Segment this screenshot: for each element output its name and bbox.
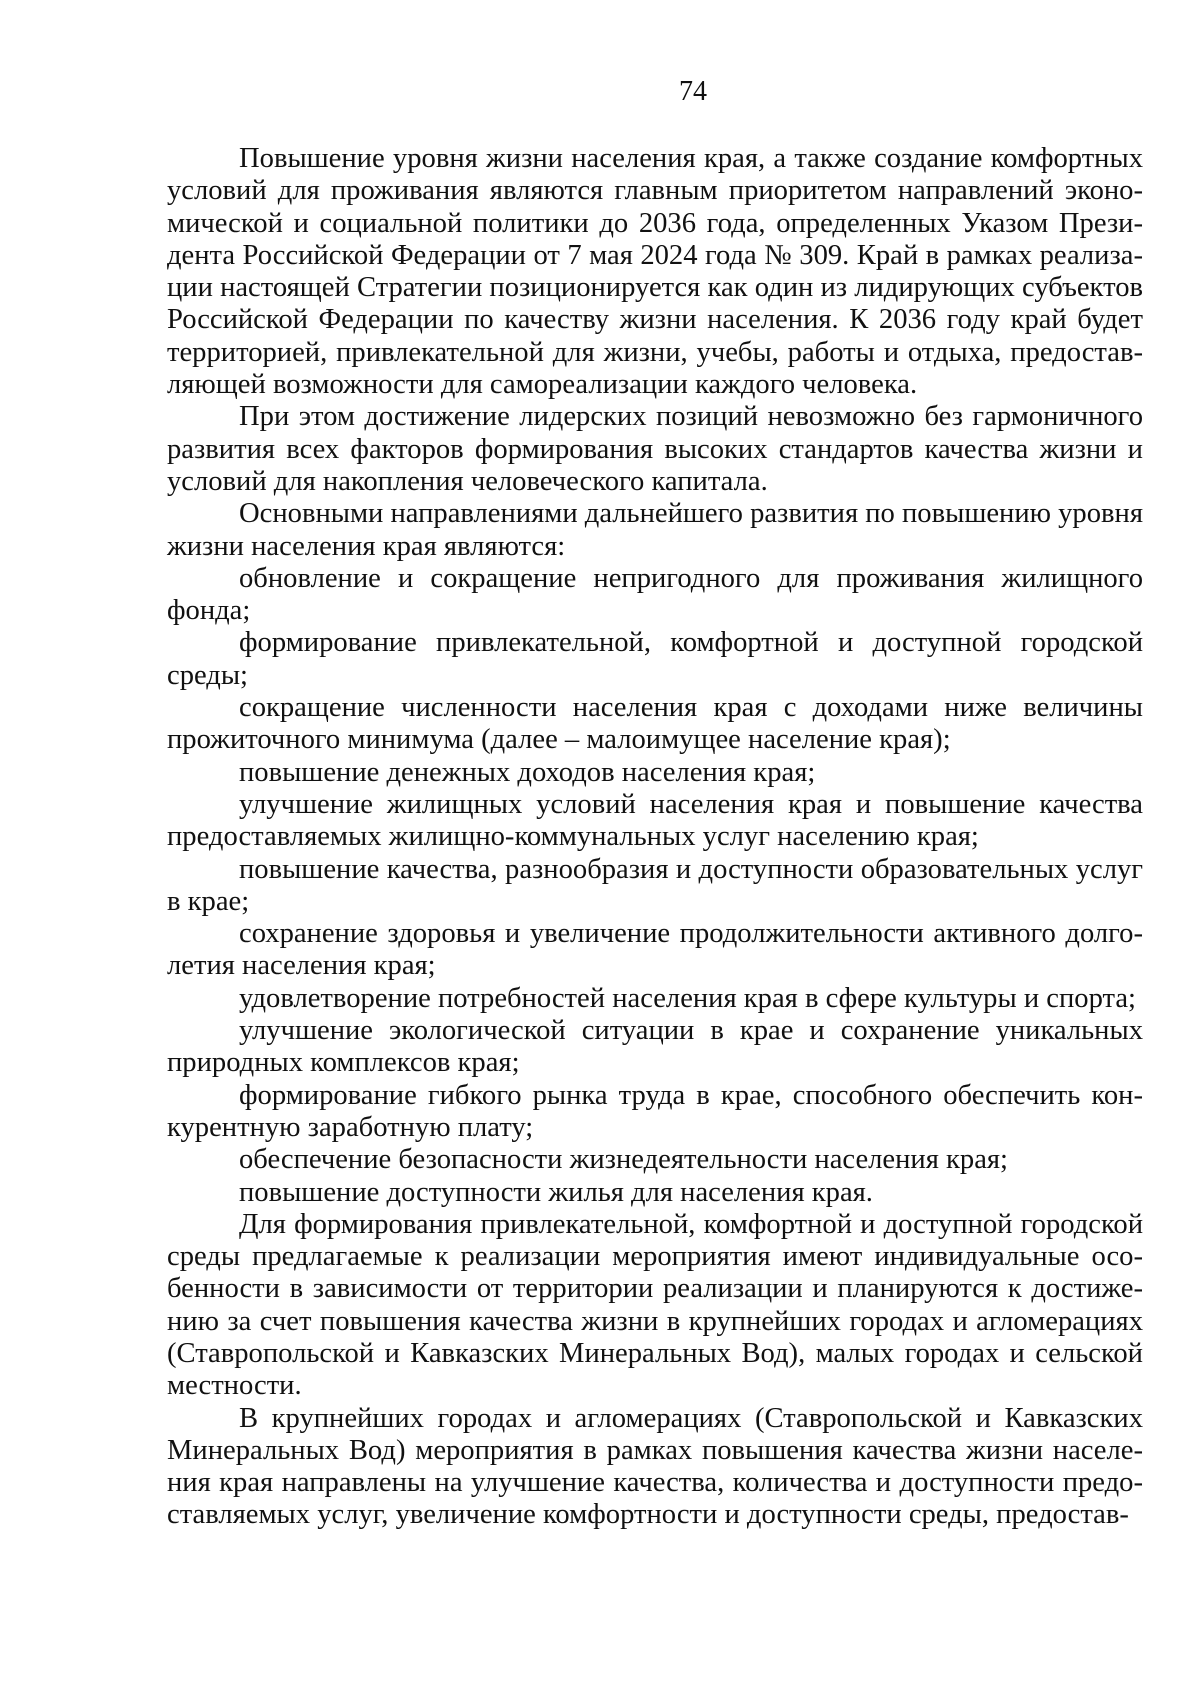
document-body — [167, 143, 1143, 1532]
page-number: 74 — [679, 76, 707, 107]
list-item-1: обновление и сокращение непригодного для проживания жилищного фонда; — [167, 562, 1143, 627]
paragraph-1: Повышение уровня жизни населения края, а также создание комфортных условий для проживания являются главным приоритетом направлений экономической и социальной политики до 2036 года, определенных Указом Президента Российской Федерации от 7 мая 2024 года № 309. Край в рамках реализации настоящей Стратегии позиционируется как один из лидирующих субъектов Российской Федерации по качеству жизни населения. К 2036 году край будет территорией, привлекательной для жизни, учебы, работы и отдыха, предоставляющей возможности для самореализации каждого человека. — [167, 143, 1143, 401]
list-item-6: повышение качества, разнообразия и доступности образовательных услуг в крае; — [167, 853, 1143, 917]
paragraph-3: Основными направлениями дальнейшего развития по повышению уровня жизни населения края являются: — [167, 498, 1143, 562]
paragraph-2: При этом достижение лидерских позиций невозможно без гармоничного развития всех факторов формирования высоких стандартов качества жизни и условий для накопления человеческого капитала. — [167, 401, 1143, 497]
list-item-3: сокращение численности населения края с доходами ниже величины прожиточного минимума (далее – малоимущее население края); — [167, 692, 1143, 756]
list-item-2: формирование привлекательной, комфортной и доступной городской среды; — [167, 627, 1143, 691]
list-item-11: обеспечение безопасности жизнедеятельности населения края; — [239, 1144, 1009, 1176]
list-item-5: улучшение жилищных условий населения края и повышение качества предоставляемых жилищно-коммунальных услуг населению края; — [167, 788, 1143, 853]
list-item-9: улучшение экологической ситуации в крае и сохранение уникальных природных комплексов края; — [167, 1015, 1143, 1079]
paragraph-5: В крупнейших городах и агломерациях (Ставропольской и Кавказских Минеральных Вод) мероприятия в рамках повышения качества жизни населения края направлены на улучшение качества, количества и доступности предоставляемых услуг, увеличение комфортности и доступности среды, предостав- — [167, 1402, 1143, 1531]
paragraph-4: Для формирования привлекательной, комфортной и доступной городской среды предлагаемые к реализации мероприятия имеют индивидуальные особенности в зависимости от территории реализации и планируются к достижению за счет повышения качества жизни в крупнейших городах и агломерациях (Ставропольской и Кавказских Минеральных Вод), малых городах и сельской местности. — [167, 1208, 1143, 1402]
list-item-7: сохранение здоровья и увеличение продолжительности активного долголетия населения края; — [167, 918, 1143, 982]
list-item-12: повышение доступности жилья для населения края. — [239, 1176, 873, 1208]
list-item-10: формирование гибкого рынка труда в крае, способного обеспечить конкурентную заработную плату; — [167, 1079, 1143, 1143]
list-item-4: повышение денежных доходов населения края; — [239, 756, 816, 788]
list-item-8: удовлетворение потребностей населения края в сфере культуры и спорта; — [239, 982, 1136, 1014]
